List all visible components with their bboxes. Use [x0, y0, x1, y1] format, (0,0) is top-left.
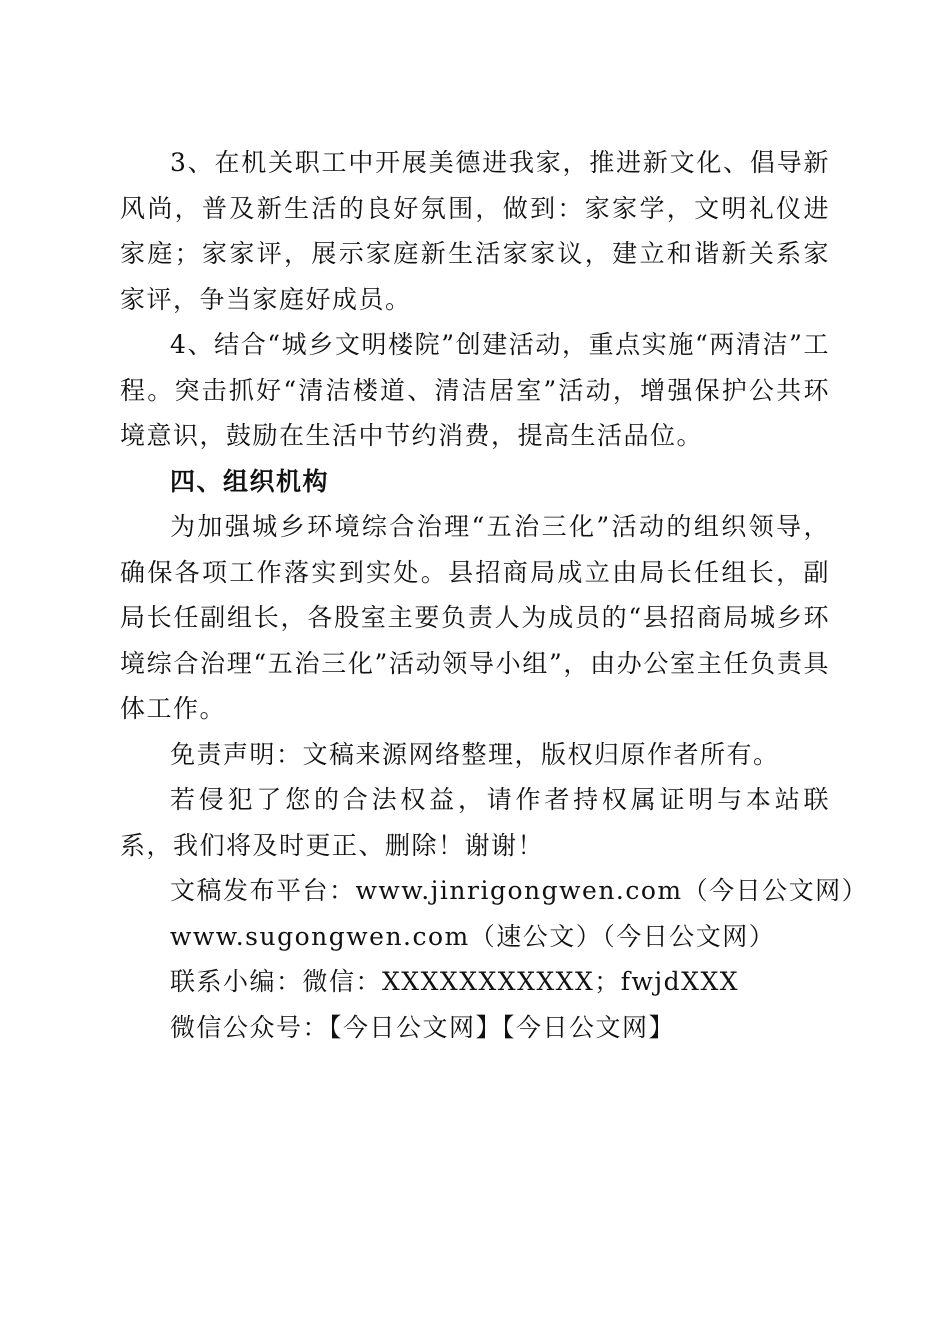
contact-line: 联系小编：微信：XXXXXXXXXXX；fwjdXXX [170, 967, 740, 996]
paragraph-item-4: 4、结合“城乡文明楼院”创建活动，重点实施“两清洁”工程。突击抓好“清洁楼道、清洁居室”活动，增强保护公共环境意识，鼓励在生活中节约消费，提高生活品位。 [120, 330, 830, 450]
platform-line: 文稿发布平台：www.jinrigongwen.com（今日公文网） [170, 876, 869, 905]
document-body [120, 140, 869, 1050]
section-heading: 四、组织机构 [170, 466, 330, 496]
site-line: www.sugongwen.com（速公文）（今日公文网） [170, 921, 776, 951]
section-body: 为加强城乡环境综合治理“五治三化”活动的组织领导，确保各项工作落实到实处。县招商局成立由局长任组长，副局长任副组长，各股室主要负责人为成员的“县招商局城乡环境综合治理“五治三化”活动领导小组”，由办公室主任负责具体工作。 [120, 512, 830, 723]
disclaimer-text: 免责声明：文稿来源网络整理，版权归原作者所有。 [170, 739, 780, 769]
paragraph-item-3: 3、在机关职工中开展美德进我家，推进新文化、倡导新风尚，普及新生活的良好氛围，做到：家家学，文明礼仪进家庭；家家评，展示家庭新生活家家议，建立和谐新关系家家评，争当家庭好成员。 [120, 148, 830, 314]
wechat-line: 微信公众号：【今日公文网】【今日公文网】 [170, 1012, 676, 1042]
infringement-notice: 若侵犯了您的合法权益，请作者持权属证明与本站联系，我们将及时更正、删除！谢谢！ [120, 785, 830, 860]
